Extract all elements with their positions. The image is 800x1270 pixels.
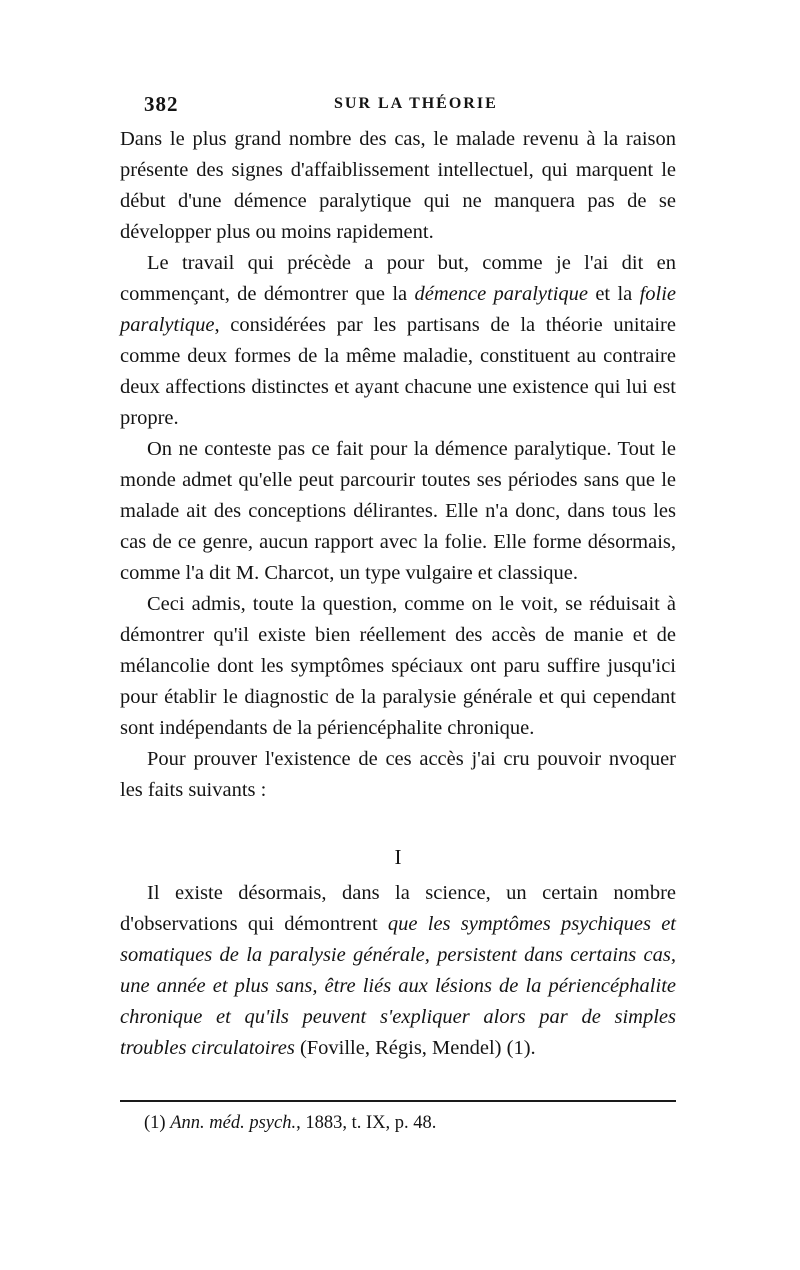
page-number: 382 <box>144 92 179 116</box>
footnote <box>144 1110 676 1136</box>
body-text <box>120 124 676 806</box>
footnote-details: , 1883, t. IX, p. 48. <box>296 1113 437 1133</box>
paragraph: Dans le plus grand nombre des cas, le malade revenu à la raison présente des signes d'affaiblissement intellectuel, qui marquent le début d'une démence paralytique qui ne manquera pas de se développer plus ou moins rapidement. <box>120 128 676 243</box>
footnote-source: Ann. méd. psych. <box>170 1113 297 1133</box>
italic-text: que les symptômes psychiques et somatiques de la paralysie générale, persistent dans certains cas, une année et plus sans, être liés aux lésions de la périencéphalite chronique et qu'ils peuvent s'expliquer alors par de simples troubles circulatoires <box>120 913 677 1059</box>
paragraph: On ne conteste pas ce fait pour la démence paralytique. Tout le monde admet qu'elle peut parcourir toutes ses périodes sans que le malade ait des conceptions délirantes. Elle n'a donc, dans tous les cas de ce genre, aucun rapport avec la folie. Elle forme désormais, comme l'a dit M. Charcot, un type vulgaire et classique. <box>120 438 676 584</box>
footnote-divider <box>120 1100 676 1102</box>
paragraph: Il existe désormais, dans la science, un certain nombre d'observations qui démontrent que les symptômes psychiques et somatiques de la paralysie générale, persistent dans certains cas, une année et plus sans, être liés aux lésions de la périencéphalite chronique et qu'ils peuvent s'expliquer alors par de simples troubles circulatoires (Foville, Régis, Mendel) (1). <box>120 882 677 1059</box>
page-header <box>144 92 674 118</box>
running-title: SUR LA THÉORIE <box>334 95 498 112</box>
section-heading: I <box>394 845 402 869</box>
footnote-marker: (1) <box>144 1113 166 1133</box>
paragraph: Ceci admis, toute la question, comme on le voit, se réduisait à démontrer qu'il existe bien réellement des accès de manie et de mélancolie dont les symptômes spéciaux ont paru suffire jusqu'ici pour établir le diagnostic de la paralysie générale et qui cependant sont indépendants de la périencéphalite chronique. <box>120 593 676 739</box>
italic-text: folie paralytique <box>120 283 677 336</box>
italic-text: démence paralytique <box>414 283 589 305</box>
paragraph: Pour prouver l'existence de ces accès j'ai cru pouvoir nvoquer les faits suivants : <box>120 748 676 801</box>
section-body <box>120 878 676 1064</box>
paragraph: Le travail qui précède a pour but, comme je l'ai dit en commençant, de démontrer que la démence paralytique et la folie paralytique, considérées par les partisans de la théorie unitaire comme deux formes de la même maladie, constituent au contraire deux affections distinctes et ayant chacune une existence qui lui est propre. <box>120 252 677 429</box>
